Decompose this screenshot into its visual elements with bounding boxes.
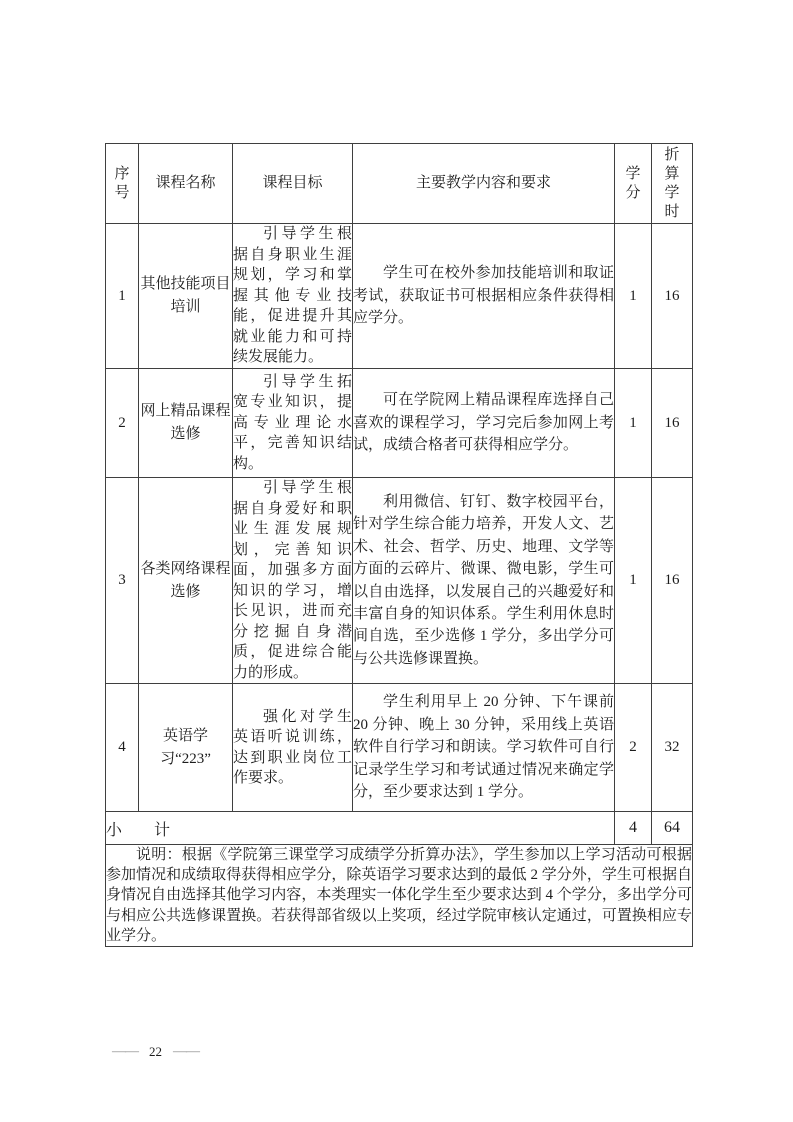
- subtotal-credit: 4: [615, 812, 652, 845]
- course-hours: 32: [652, 684, 693, 812]
- table-row: [106, 478, 693, 684]
- header-num: [106, 144, 139, 224]
- page-number-dash-right: ——: [173, 1044, 199, 1059]
- page-number: [112, 1044, 199, 1060]
- course-credit: 2: [615, 684, 652, 812]
- note-cell: [106, 845, 693, 947]
- course-goal-text: 强化对学生英语听说训练，达到职业岗位工作要求。: [233, 708, 352, 786]
- table-row: [106, 369, 693, 478]
- course-goal: [233, 478, 353, 684]
- course-goal: [233, 369, 353, 478]
- course-content: [353, 369, 615, 478]
- course-goal-text: 引导学生根据自身爱好和职业生涯发展规划，完善知识面，加强多方面知识的学习，增长见识，进而充分挖掘自身潜质，促进综合能力的形成。: [233, 480, 352, 681]
- row-num: 4: [106, 684, 139, 812]
- course-hours: 16: [652, 369, 693, 478]
- header-credit-label: 学分: [625, 165, 641, 201]
- header-course-name-label: 课程名称: [155, 175, 216, 191]
- header-num-label: 序号: [114, 165, 130, 201]
- course-content: [353, 684, 615, 812]
- course-goal-text: 引导学生根据自身职业生涯规划，学习和掌握其他专业技能，促进提升其就业能力和可持续发展能力。: [233, 226, 352, 366]
- row-num: 3: [106, 478, 139, 684]
- course-name: 其他技能项目培训: [139, 224, 233, 369]
- note-row: [106, 845, 693, 947]
- header-course-name: [139, 144, 233, 224]
- course-goal: [233, 224, 353, 369]
- course-content-text: 学生可在校外参加技能培训和取证考试，获取证书可根据相应条件获得相应学分。: [353, 265, 614, 327]
- course-hours: 16: [652, 478, 693, 684]
- page-number-dash-left: ——: [112, 1044, 138, 1059]
- header-course-goal-label: 课程目标: [262, 175, 323, 191]
- header-main-content: [353, 144, 615, 224]
- course-content-text: 学生利用早上 20 分钟、下午课前 20 分钟、晚上 30 分钟，采用线上英语软件自行学习和朗读。学习软件可自行记录学生学习和考试通过情况来确定学分，至少要求达到 1 学分。: [353, 694, 614, 801]
- table-header-row: [106, 144, 693, 224]
- course-content-text: 可在学院网上精品课程库选择自己喜欢的课程学习，学习完后参加网上考试，成绩合格者可获得相应学分。: [353, 392, 614, 454]
- course-credit: 1: [615, 478, 652, 684]
- row-num: 2: [106, 369, 139, 478]
- course-credit: 1: [615, 224, 652, 369]
- course-content: [353, 224, 615, 369]
- course-goal-text: 引导学生拓宽专业知识，提高专业理论水平，完善知识结构。: [233, 373, 352, 472]
- table-row: [106, 224, 693, 369]
- course-content: [353, 478, 615, 684]
- header-main-content-label: 主要教学内容和要求: [415, 175, 551, 191]
- page-number-value: 22: [149, 1044, 162, 1059]
- subtotal-row: [106, 812, 693, 845]
- course-credit-table: [105, 143, 693, 947]
- header-hours: [652, 144, 693, 224]
- header-credit: [615, 144, 652, 224]
- row-num: 1: [106, 224, 139, 369]
- header-hours-label: 折算学时: [664, 146, 680, 220]
- course-name: 英语学习“223”: [139, 684, 233, 812]
- subtotal-label: 小 计: [106, 812, 615, 845]
- course-content-text: 利用微信、钉钉、数字校园平台，针对学生综合能力培养，开发人文、艺术、社会、哲学、历史、地理、文学等方面的云碎片、微课、微电影，学生可以自由选择，以发展自己的兴趣爱好和丰富自身的知识体系。学生利用休息时间自选，至少选修 1 学分，多出学分可与公共选修课置换。: [353, 493, 614, 667]
- course-credit: 1: [615, 369, 652, 478]
- header-course-goal: [233, 144, 353, 224]
- table-row: [106, 684, 693, 812]
- course-name: 各类网络课程选修: [139, 478, 233, 684]
- course-hours: 16: [652, 224, 693, 369]
- note-text: 说明：根据《学院第三课堂学习成绩学分折算办法》，学生参加以上学习活动可根据参加情况和成绩取得获得相应学分，除英语学习要求达到的最低 2 学分外，学生可根据自身情况自由选择其他学习内容，本类理实一体化学生至少要求达到 4 个学分，多出学分可与相应公共选修课置换。若获得部省级以上奖项，经过学院审核认定通过，可置换相应专业学分。: [106, 847, 692, 944]
- course-name: 网上精品课程选修: [139, 369, 233, 478]
- subtotal-hours: 64: [652, 812, 693, 845]
- course-goal: [233, 684, 353, 812]
